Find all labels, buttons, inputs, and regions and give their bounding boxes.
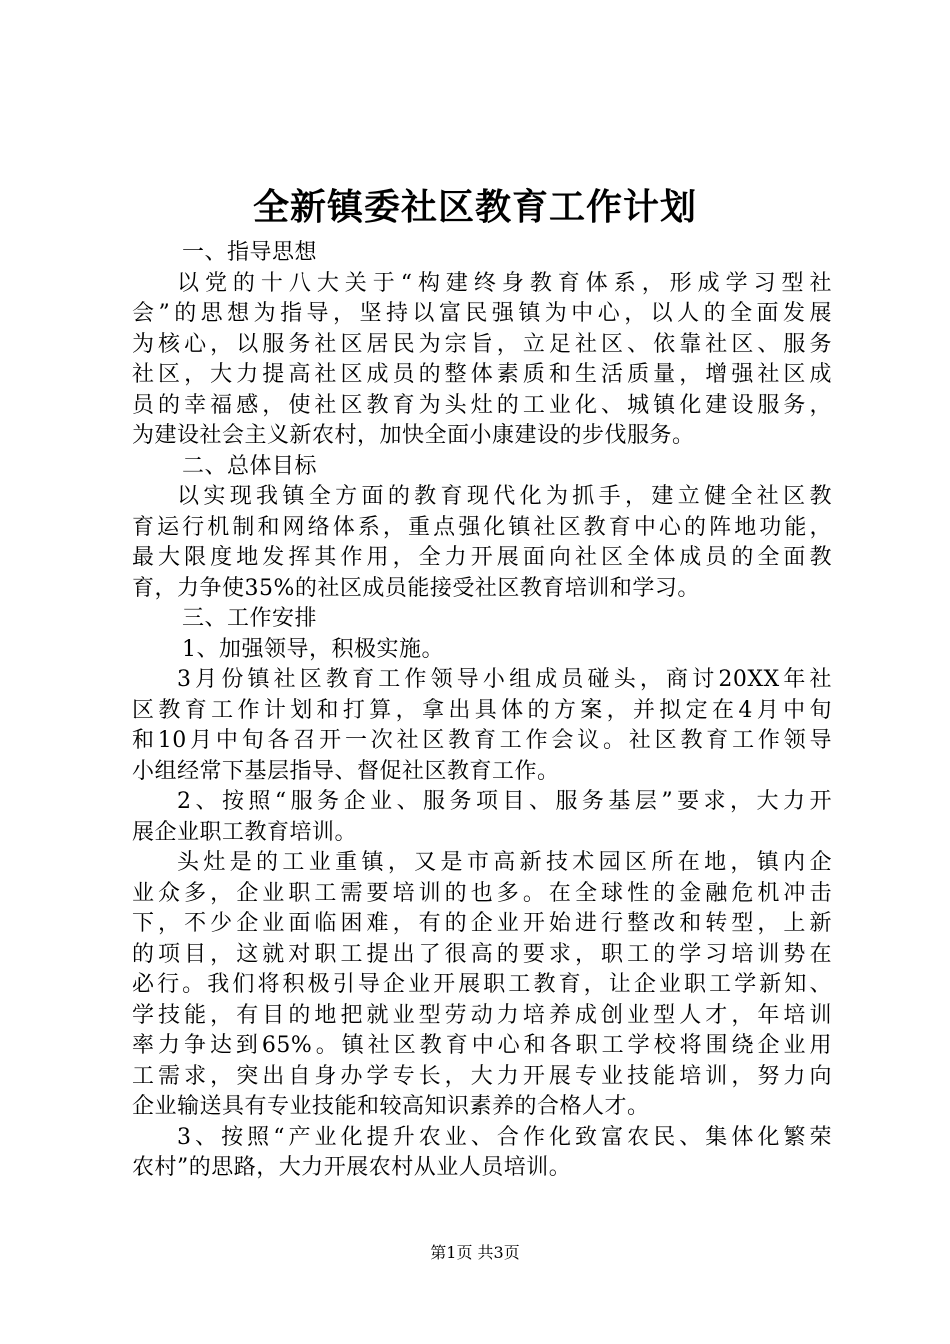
paragraph-line: 3、按照“产业化提升农业、合作化致富农民、集体化繁荣 bbox=[177, 1124, 832, 1150]
paragraph-line: 为核心，以服务社区居民为宗旨，立足社区、依靠社区、服务 bbox=[132, 331, 832, 357]
paragraph-line: 必行。我们将积极引导企业开展职工教育，让企业职工学新知、 bbox=[132, 972, 832, 997]
document-body bbox=[132, 238, 832, 1184]
paragraph-line: 和10月中旬各召开一次社区教育工作会议。社区教育工作领导 bbox=[132, 728, 832, 753]
paragraph-line: 会”的思想为指导，坚持以富民强镇为中心，以人的全面发展 bbox=[132, 301, 832, 326]
page-footer: 第1页 共3页 bbox=[430, 1243, 520, 1262]
paragraph-line: 区教育工作计划和打算，拿出具体的方案，并拟定在4月中旬 bbox=[132, 697, 832, 723]
paragraph-line: 2、按照“服务企业、服务项目、服务基层”要求，大力开 bbox=[177, 789, 832, 814]
section-heading-line: 1、加强领导，积极实施。 bbox=[182, 636, 444, 662]
paragraph-line: 员的幸福感，使社区教育为头灶的工业化、城镇化建设服务， bbox=[132, 392, 832, 418]
paragraph-line: 小组经常下基层指导、督促社区教育工作。 bbox=[132, 758, 560, 784]
section-heading-line: 一、指导思想 bbox=[182, 240, 318, 265]
paragraph-line: 农村”的思路，大力开展农村从业人员培训。 bbox=[132, 1155, 572, 1180]
paragraph-line: 的项目，这就对职工提出了很高的要求，职工的学习培训势在 bbox=[132, 941, 832, 967]
section-heading-line: 二、总体目标 bbox=[182, 453, 318, 479]
paragraph-line: 育，力争使35%的社区成员能接受社区教育培训和学习。 bbox=[132, 575, 700, 601]
paragraph-line: 下，不少企业面临困难，有的企业开始进行整改和转型，上新 bbox=[132, 911, 832, 936]
paragraph-line: 社区，大力提高社区成员的整体素质和生活质量，增强社区成 bbox=[132, 362, 832, 387]
document-title: 全新镇委社区教育工作计划 bbox=[252, 186, 697, 228]
paragraph-line: 为建设社会主义新农村，加快全面小康建设的步伐服务。 bbox=[132, 423, 695, 448]
section-heading-line: 三、工作安排 bbox=[182, 606, 318, 631]
paragraph-line: 最大限度地发挥其作用，全力开展面向社区全体成员的全面教 bbox=[132, 545, 832, 570]
paragraph-line: 率力争达到65%。镇社区教育中心和各职工学校将围绕企业用 bbox=[132, 1033, 832, 1058]
paragraph-line: 以实现我镇全方面的教育现代化为抓手，建立健全社区教 bbox=[177, 484, 832, 509]
paragraph-line: 企业输送具有专业技能和较高知识素养的合格人才。 bbox=[132, 1094, 650, 1119]
paragraph-line: 以党的十八大关于“构建终身教育体系，形成学习型社 bbox=[177, 270, 832, 296]
paragraph-line: 展企业职工教育培训。 bbox=[132, 819, 358, 845]
paragraph-line: 业众多，企业职工需要培训的也多。在全球性的金融危机冲击 bbox=[132, 880, 832, 906]
paragraph-line: 头灶是的工业重镇，又是市高新技术园区所在地，镇内企 bbox=[177, 850, 832, 875]
paragraph-line: 育运行机制和网络体系，重点强化镇社区教育中心的阵地功能， bbox=[132, 514, 832, 540]
paragraph-line: 3月份镇社区教育工作领导小组成员碰头，商讨20XX年社 bbox=[177, 667, 832, 692]
paragraph-line: 学技能，有目的地把就业型劳动力培养成创业型人才，年培训 bbox=[132, 1002, 832, 1028]
paragraph-line: 工需求，突出自身办学专长，大力开展专业技能培训，努力向 bbox=[132, 1063, 832, 1089]
